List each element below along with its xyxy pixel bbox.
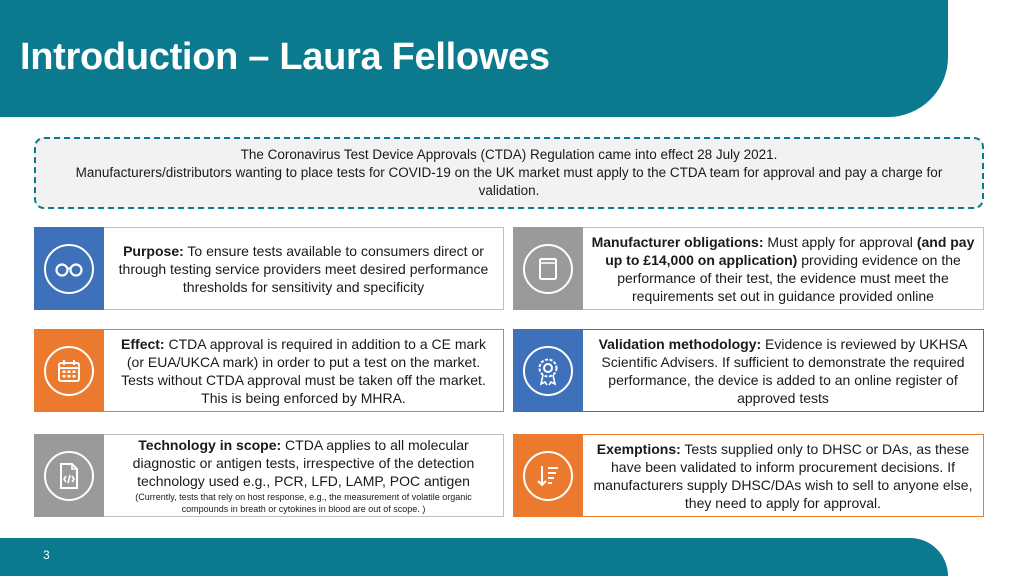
- validation-card: [513, 329, 984, 412]
- exemptions-body: Tests supplied only to DHSC or DAs, as these have been validated to inform procurement decisions. If manufacturers supply DHSC/DAs wish to sell to anyone else, they need to apply for approval.: [593, 440, 973, 511]
- header-banner: [0, 0, 948, 117]
- validation-icon-box: [513, 329, 583, 412]
- manufacturer-text: [583, 227, 984, 310]
- manufacturer-body-1: Must apply for approval: [763, 233, 917, 250]
- exemptions-icon-box: [513, 434, 583, 517]
- purpose-label: Purpose:: [123, 242, 184, 259]
- manufacturer-fee: (and pay up to £14,000 on application): [605, 233, 975, 268]
- purpose-text: [104, 227, 504, 310]
- effect-body: CTDA approval is required in addition to a CE mark (or EUA/UKCA mark) in order to put a test on the market. Tests without CTDA approval must be taken off the market. This is being enforced by MHRA.: [121, 335, 486, 406]
- validation-text: [583, 329, 984, 412]
- validation-label: Validation methodology:: [598, 335, 762, 352]
- technology-card: [34, 434, 504, 517]
- page-title: Introduction – Laura Fellowes: [20, 36, 550, 78]
- technology-body: CTDA applies to all molecular diagnostic or antigen tests, irrespective of the detection technology used e.g., PCR, LFD, LAMP, POC antigen: [132, 437, 475, 489]
- intro-line-1: The Coronavirus Test Device Approvals (CTDA) Regulation came into effect 28 July 2021.: [240, 147, 778, 162]
- intro-line-2: Manufacturers/distributors wanting to place tests for COVID-19 on the UK market must apply to the CTDA team for approval and pay a charge for validation.: [75, 165, 943, 198]
- footer-banner: [0, 538, 948, 576]
- validation-body: Evidence is reviewed by UKHSA Scientific Advisers. If sufficient to demonstrate the required performance, the device is added to an online register of approved tests: [601, 335, 968, 406]
- technology-note: (Currently, tests that rely on host response, e.g., the measurement of volatile organic compounds in breath or cytokines in blood are out of scope. ): [135, 492, 472, 514]
- page-number: 3: [43, 548, 50, 562]
- purpose-body: To ensure tests available to consumers direct or through testing service providers meet desired performance thresholds for sensitivity and specificity: [118, 242, 489, 295]
- effect-label: Effect:: [121, 335, 165, 352]
- calendar-icon: [44, 346, 94, 396]
- glasses-icon: [44, 244, 94, 294]
- technology-text: [104, 434, 504, 517]
- sort-descending-icon: [523, 451, 573, 501]
- purpose-card: [34, 227, 504, 310]
- intro-box: [34, 137, 984, 209]
- manufacturer-body-2: providing evidence on the performance of their test, the evidence must meet the requirements set out in guidance provided online: [617, 251, 961, 304]
- effect-text: [104, 329, 504, 412]
- manufacturer-card: [513, 227, 984, 310]
- technology-icon-box: [34, 434, 104, 517]
- award-badge-icon: [523, 346, 573, 396]
- document-icon: [523, 244, 573, 294]
- technology-label: Technology in scope:: [138, 437, 282, 453]
- exemptions-label: Exemptions:: [596, 440, 681, 457]
- effect-card: [34, 329, 504, 412]
- manufacturer-icon-box: [513, 227, 583, 310]
- code-file-icon: [44, 451, 94, 501]
- effect-icon-box: [34, 329, 104, 412]
- exemptions-text: [583, 434, 984, 517]
- manufacturer-label: Manufacturer obligations:: [591, 233, 764, 250]
- exemptions-card: [513, 434, 984, 517]
- purpose-icon-box: [34, 227, 104, 310]
